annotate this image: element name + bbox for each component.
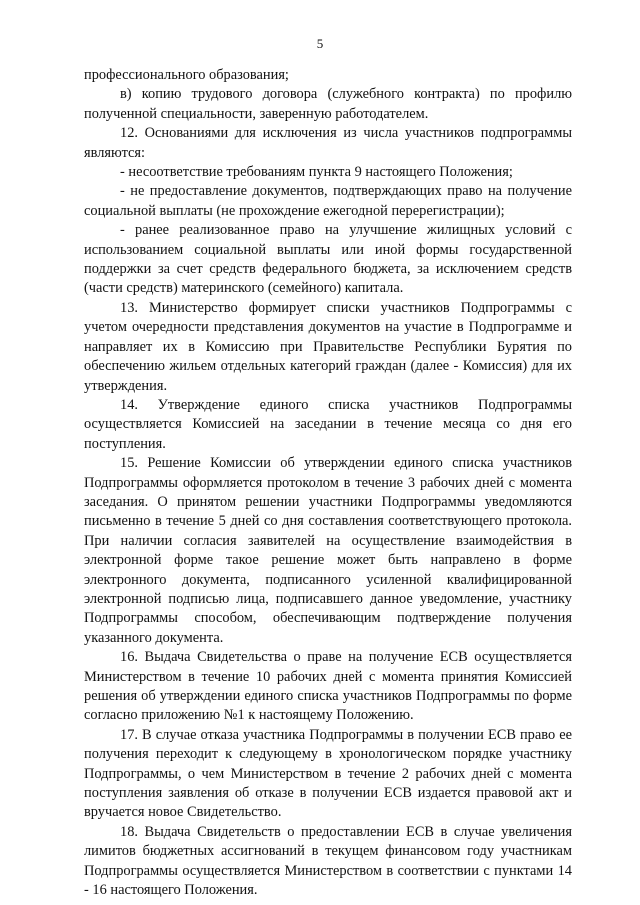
paragraph-continuation: профессионального образования; bbox=[84, 67, 289, 83]
paragraph-15: 15. Решение Комиссии об утверждении единого списка участников Подпрограммы оформляется протоколом в течение 3 рабочих дней с момента заседания. О принятом решении участники Подпрограммы уведомляются письменно в течение 5 дней со дня составления соответствующего протокола. При наличии согласия заявителей на осуществление взаимодействия в электронной форме такое решение может быть направлено в форме электронного документа, подписанного усиленной квалифицированной электронной подписью лица, подписавшего данное уведомление, участнику Подпрограммы способом, обеспечивающим подтверждение получения указанного документа. bbox=[84, 455, 572, 646]
paragraph-12-bullet-2: - не предоставление документов, подтверждающих право на получение социальной выплаты (не прохождение ежегодной перерегистрации); bbox=[84, 183, 572, 219]
paragraph-13: 13. Министерство формирует списки участников Подпрограммы с учетом очередности представления документов на участие в Подпрограмме и направляет их в Комиссию при Правительстве Республики Бурятия по обеспечению жильем отдельных категорий граждан (далее - Комиссия) для их утверждения. bbox=[84, 299, 572, 394]
paragraph-17: 17. В случае отказа участника Подпрограммы в получении ЕСВ право ее получения переходит к следующему в хронологическом порядке участнику Подпрограммы, о чем Министерством в течение 2 рабочих дней с момента поступления заявления об отказе в получении ЕСВ издается правовой акт и вручается новое Свидетельство. bbox=[84, 726, 572, 821]
paragraph-16: 16. Выдача Свидетельства о праве на получение ЕСВ осуществляется Министерством в течение 10 рабочих дней с момента принятия Комиссией решения об утверждении единого списка участников Подпрограммы по форме согласно приложению №1 к настоящему Положению. bbox=[84, 649, 572, 724]
paragraph-14: 14. Утверждение единого списка участников Подпрограммы осуществляется Комиссией на заседании в течение месяца со дня его поступления. bbox=[84, 396, 572, 452]
document-body bbox=[84, 66, 572, 900]
paragraph-12: 12. Основаниями для исключения из числа участников подпрограммы являются: bbox=[84, 125, 572, 161]
paragraph-12-bullet-1: - несоответствие требованиям пункта 9 настоящего Положения; bbox=[120, 164, 513, 181]
paragraph-18: 18. Выдача Свидетельств о предоставлении ЕСВ в случае увеличения лимитов бюджетных ассигнований в текущем финансовом году участникам Подпрограммы осуществляется Министерством в соответствии с пунктами 14 - 16 настоящего Положения. bbox=[84, 823, 572, 899]
paragraph-item-v: в) копию трудового договора (служебного контракта) по профилю полученной специальности, заверенную работодателем. bbox=[84, 86, 572, 122]
page-number: 5 bbox=[316, 36, 324, 51]
paragraph-12-bullet-3: - ранее реализованное право на улучшение жилищных условий с использованием социальной выплаты или иной формы государственной поддержки за счет средств федерального бюджета, за исключением средств (части средств) материнского (семейного) капитала. bbox=[84, 222, 572, 297]
